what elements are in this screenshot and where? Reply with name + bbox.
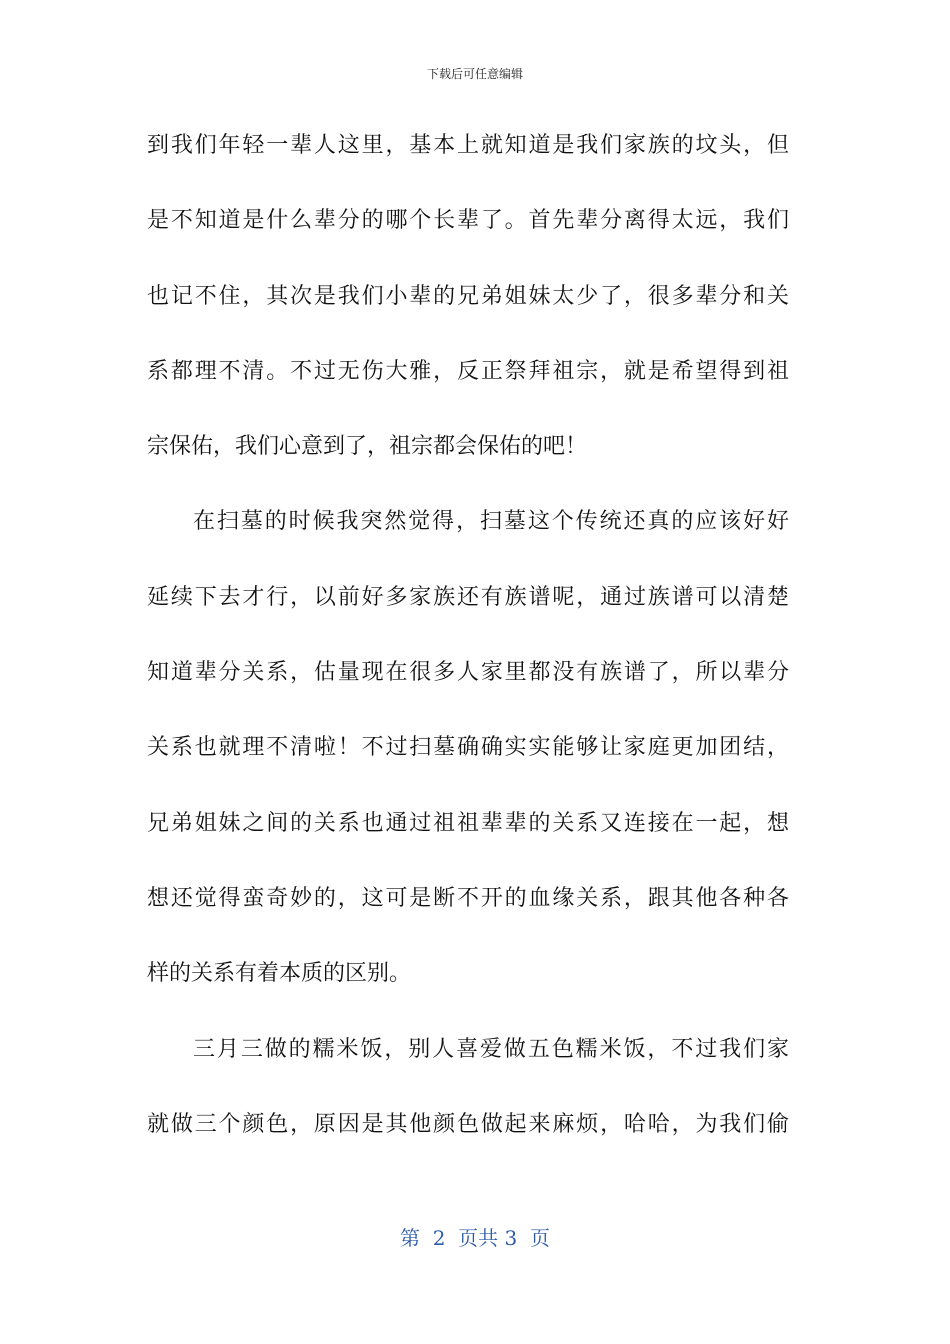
text-line: 知道辈分关系，估量现在很多人家里都没有族谱了，所以辈分 xyxy=(147,660,789,686)
page-header: 下载后可任意编辑 xyxy=(426,67,523,81)
page-number: 第 2 页共 3 页 xyxy=(400,1226,550,1250)
text-line: 关系也就理不清啦！不过扫墓确确实实能够让家庭更加团结， xyxy=(147,735,789,761)
text-line: 到我们年轻一辈人这里，基本上就知道是我们家族的坟头，但 xyxy=(147,133,789,158)
text-line: 在扫墓的时候我突然觉得，扫墓这个传统还真的应该好好 xyxy=(193,509,789,535)
text-line: 样的关系有着本质的区别。 xyxy=(147,961,412,987)
text-line: 三月三做的糯米饭，别人喜爱做五色糯米饭，不过我们家 xyxy=(193,1036,789,1062)
body-text xyxy=(147,108,789,1162)
text-line: 延续下去才行，以前好多家族还有族谱呢，通过族谱可以清楚 xyxy=(147,584,789,610)
text-line: 想还觉得蛮奇妙的，这可是断不开的血缘关系，跟其他各种各 xyxy=(147,885,789,911)
text-line: 是不知道是什么辈分的哪个长辈了。首先辈分离得太远，我们 xyxy=(147,208,789,234)
text-line: 系都理不清。不过无伤大雅，反正祭拜祖宗，就是希望得到祖 xyxy=(147,358,789,384)
text-line: 也记不住，其次是我们小辈的兄弟姐妹太少了，很多辈分和关 xyxy=(147,283,789,309)
text-line: 就做三个颜色，原因是其他颜色做起来麻烦，哈哈，为我们偷 xyxy=(147,1111,789,1137)
text-line: 宗保佑，我们心意到了，祖宗都会保佑的吧！ xyxy=(147,434,588,460)
text-line: 兄弟姐妹之间的关系也通过祖祖辈辈的关系又连接在一起，想 xyxy=(147,810,789,836)
